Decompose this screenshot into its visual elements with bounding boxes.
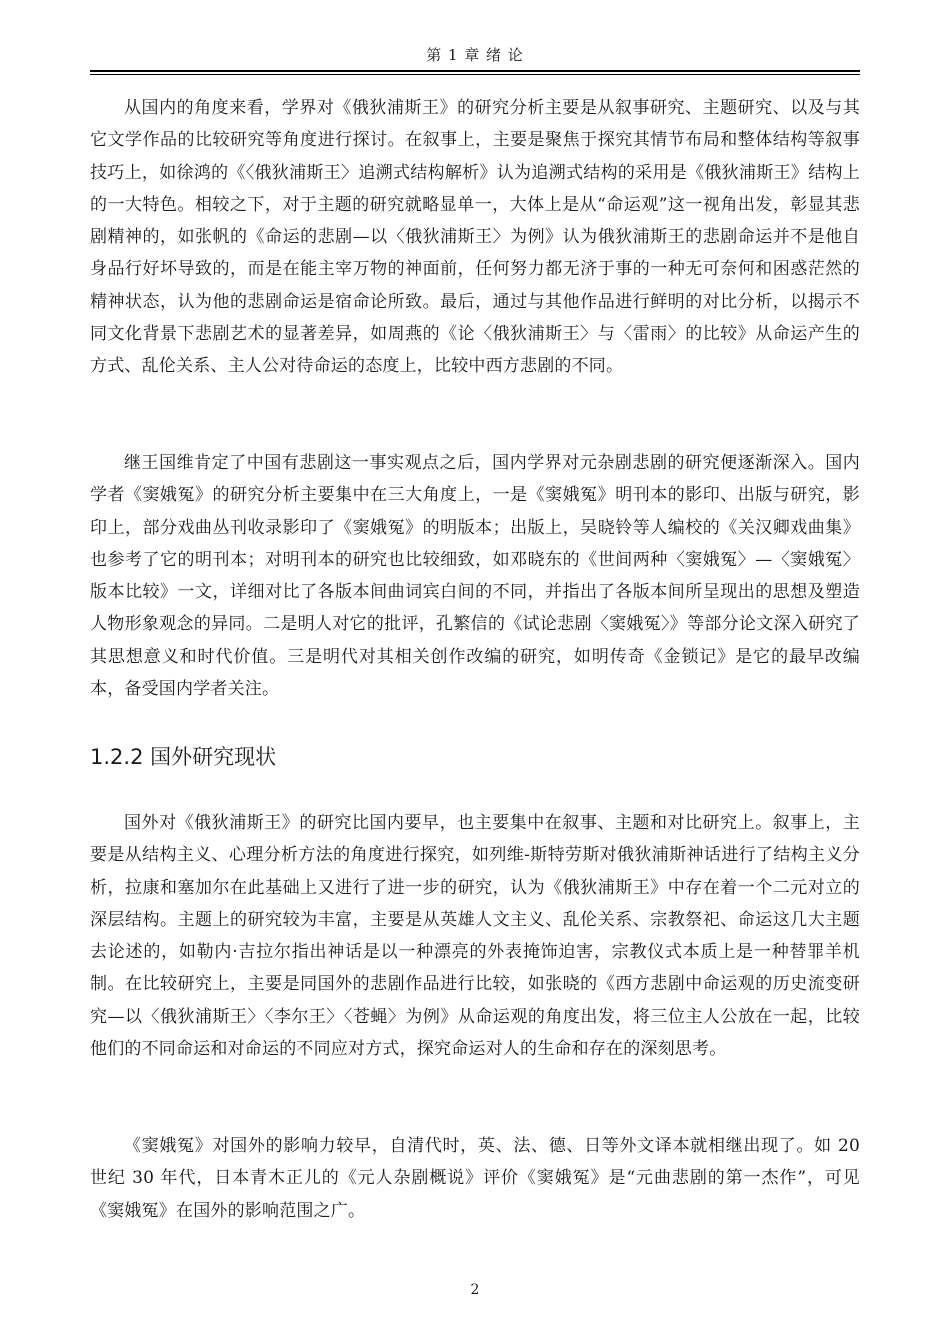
- paragraph-text: 从国内的角度来看，学界对《俄狄浦斯王》的研究分析主要是从叙事研究、主题研究、以及与其它文学作品的比较研究等角度进行探讨。在叙事上，主要是聚焦于探究其情节布局和整体结构等叙事技巧上，如徐鸿的《〈俄狄浦斯王〉追溯式结构解析》认为追溯式结构的采用是《俄狄浦斯王》结构上的一大特色。相较之下，对于主题的研究就略显单一，大体上是从“命运观”这一视角出发，彰显其悲剧精神的，如张帆的《命运的悲剧—以〈俄狄浦斯王〉为例》认为俄狄浦斯王的悲剧命运并不是他自身品行好坏导致的，而是在能主宰万物的神面前，任何努力都无济于事的一种无可奈何和困惑茫然的精神状态，认为他的悲剧命运是宿命论所致。最后，通过与其他作品进行鲜明的对比分析，以揭示不同文化背景下悲剧艺术的显著差异，如周燕的《论〈俄狄浦斯王〉与〈雷雨〉的比较》从命运产生的方式、乱伦关系、主人公对待命运的态度上，比较中西方悲剧的不同。: [90, 98, 860, 377]
- running-header: 第 1 章 绪 论: [426, 46, 524, 64]
- header-rule-thin: [90, 74, 860, 75]
- paragraph-foreign-dou-e: [90, 1130, 860, 1227]
- paragraph-domestic-oedipus: [90, 92, 860, 383]
- header-rule-thick: [90, 70, 860, 72]
- paragraph-domestic-dou-e: [90, 447, 860, 705]
- section-heading: 1.2.2 国外研究现状: [90, 745, 277, 769]
- paragraph-text: 国外对《俄狄浦斯王》的研究比国内要早，也主要集中在叙事、主题和对比研究上。叙事上，主要是从结构主义、心理分析方法的角度进行探究，如列维-斯特劳斯对俄狄浦斯神话进行了结构主义分析，拉康和塞加尔在此基础上又进行了进一步的研究，认为《俄狄浦斯王》中存在着一个二元对立的深层结构。主题上的研究较为丰富，主要是从英雄人文主义、乱伦关系、宗教祭祀、命运这几大主题去论述的，如勒内·吉拉尔指出神话是以一种漂亮的外表掩饰迫害，宗教仪式本质上是一种替罪羊机制。在比较研究上，主要是同国外的悲剧作品进行比较，如张晓的《西方悲剧中命运观的历史流变研究—以〈俄狄浦斯王〉〈李尔王〉〈苍蝇〉为例》从命运观的角度出发，将三位主人公放在一起，比较他们的不同命运和对命运的不同应对方式，探究命运对人的生命和存在的深刻思考。: [90, 813, 860, 1060]
- page-number: 2: [470, 1282, 480, 1298]
- paragraph-text: 继王国维肯定了中国有悲剧这一事实观点之后，国内学界对元杂剧悲剧的研究便逐渐深入。国内学者《窦娥冤》的研究分析主要集中在三大角度上，一是《窦娥冤》明刊本的影印、出版与研究，影印上，部分戏曲丛刊收录影印了《窦娥冤》的明版本；出版上，吴晓铃等人编校的《关汉卿戏曲集》也参考了它的明刊本；对明刊本的研究也比较细致，如邓晓东的《世间两种〈窦娥冤〉—〈窦娥冤〉版本比较》一文，详细对比了各版本间曲词宾白间的不同，并指出了各版本间所呈现出的思想及塑造人物形象观念的异同。二是明人对它的批评，孔繁信的《试论悲剧〈窦娥冤〉》等部分论文深入研究了其思想意义和时代价值。三是明代对其相关创作改编的研究，如明传奇《金锁记》是它的最早改编本，备受国内学者关注。: [90, 453, 860, 700]
- paragraph-foreign-oedipus: [90, 807, 860, 1065]
- paragraph-text: 《窦娥冤》对国外的影响力较早，自清代时，英、法、德、日等外文译本就相继出现了。如 20 世纪 30 年代，日本青木正儿的《元人杂剧概说》评价《窦娥冤》是“元曲悲剧的第一杰作”，可见《窦娥冤》在国外的影响范围之广。: [90, 1136, 860, 1221]
